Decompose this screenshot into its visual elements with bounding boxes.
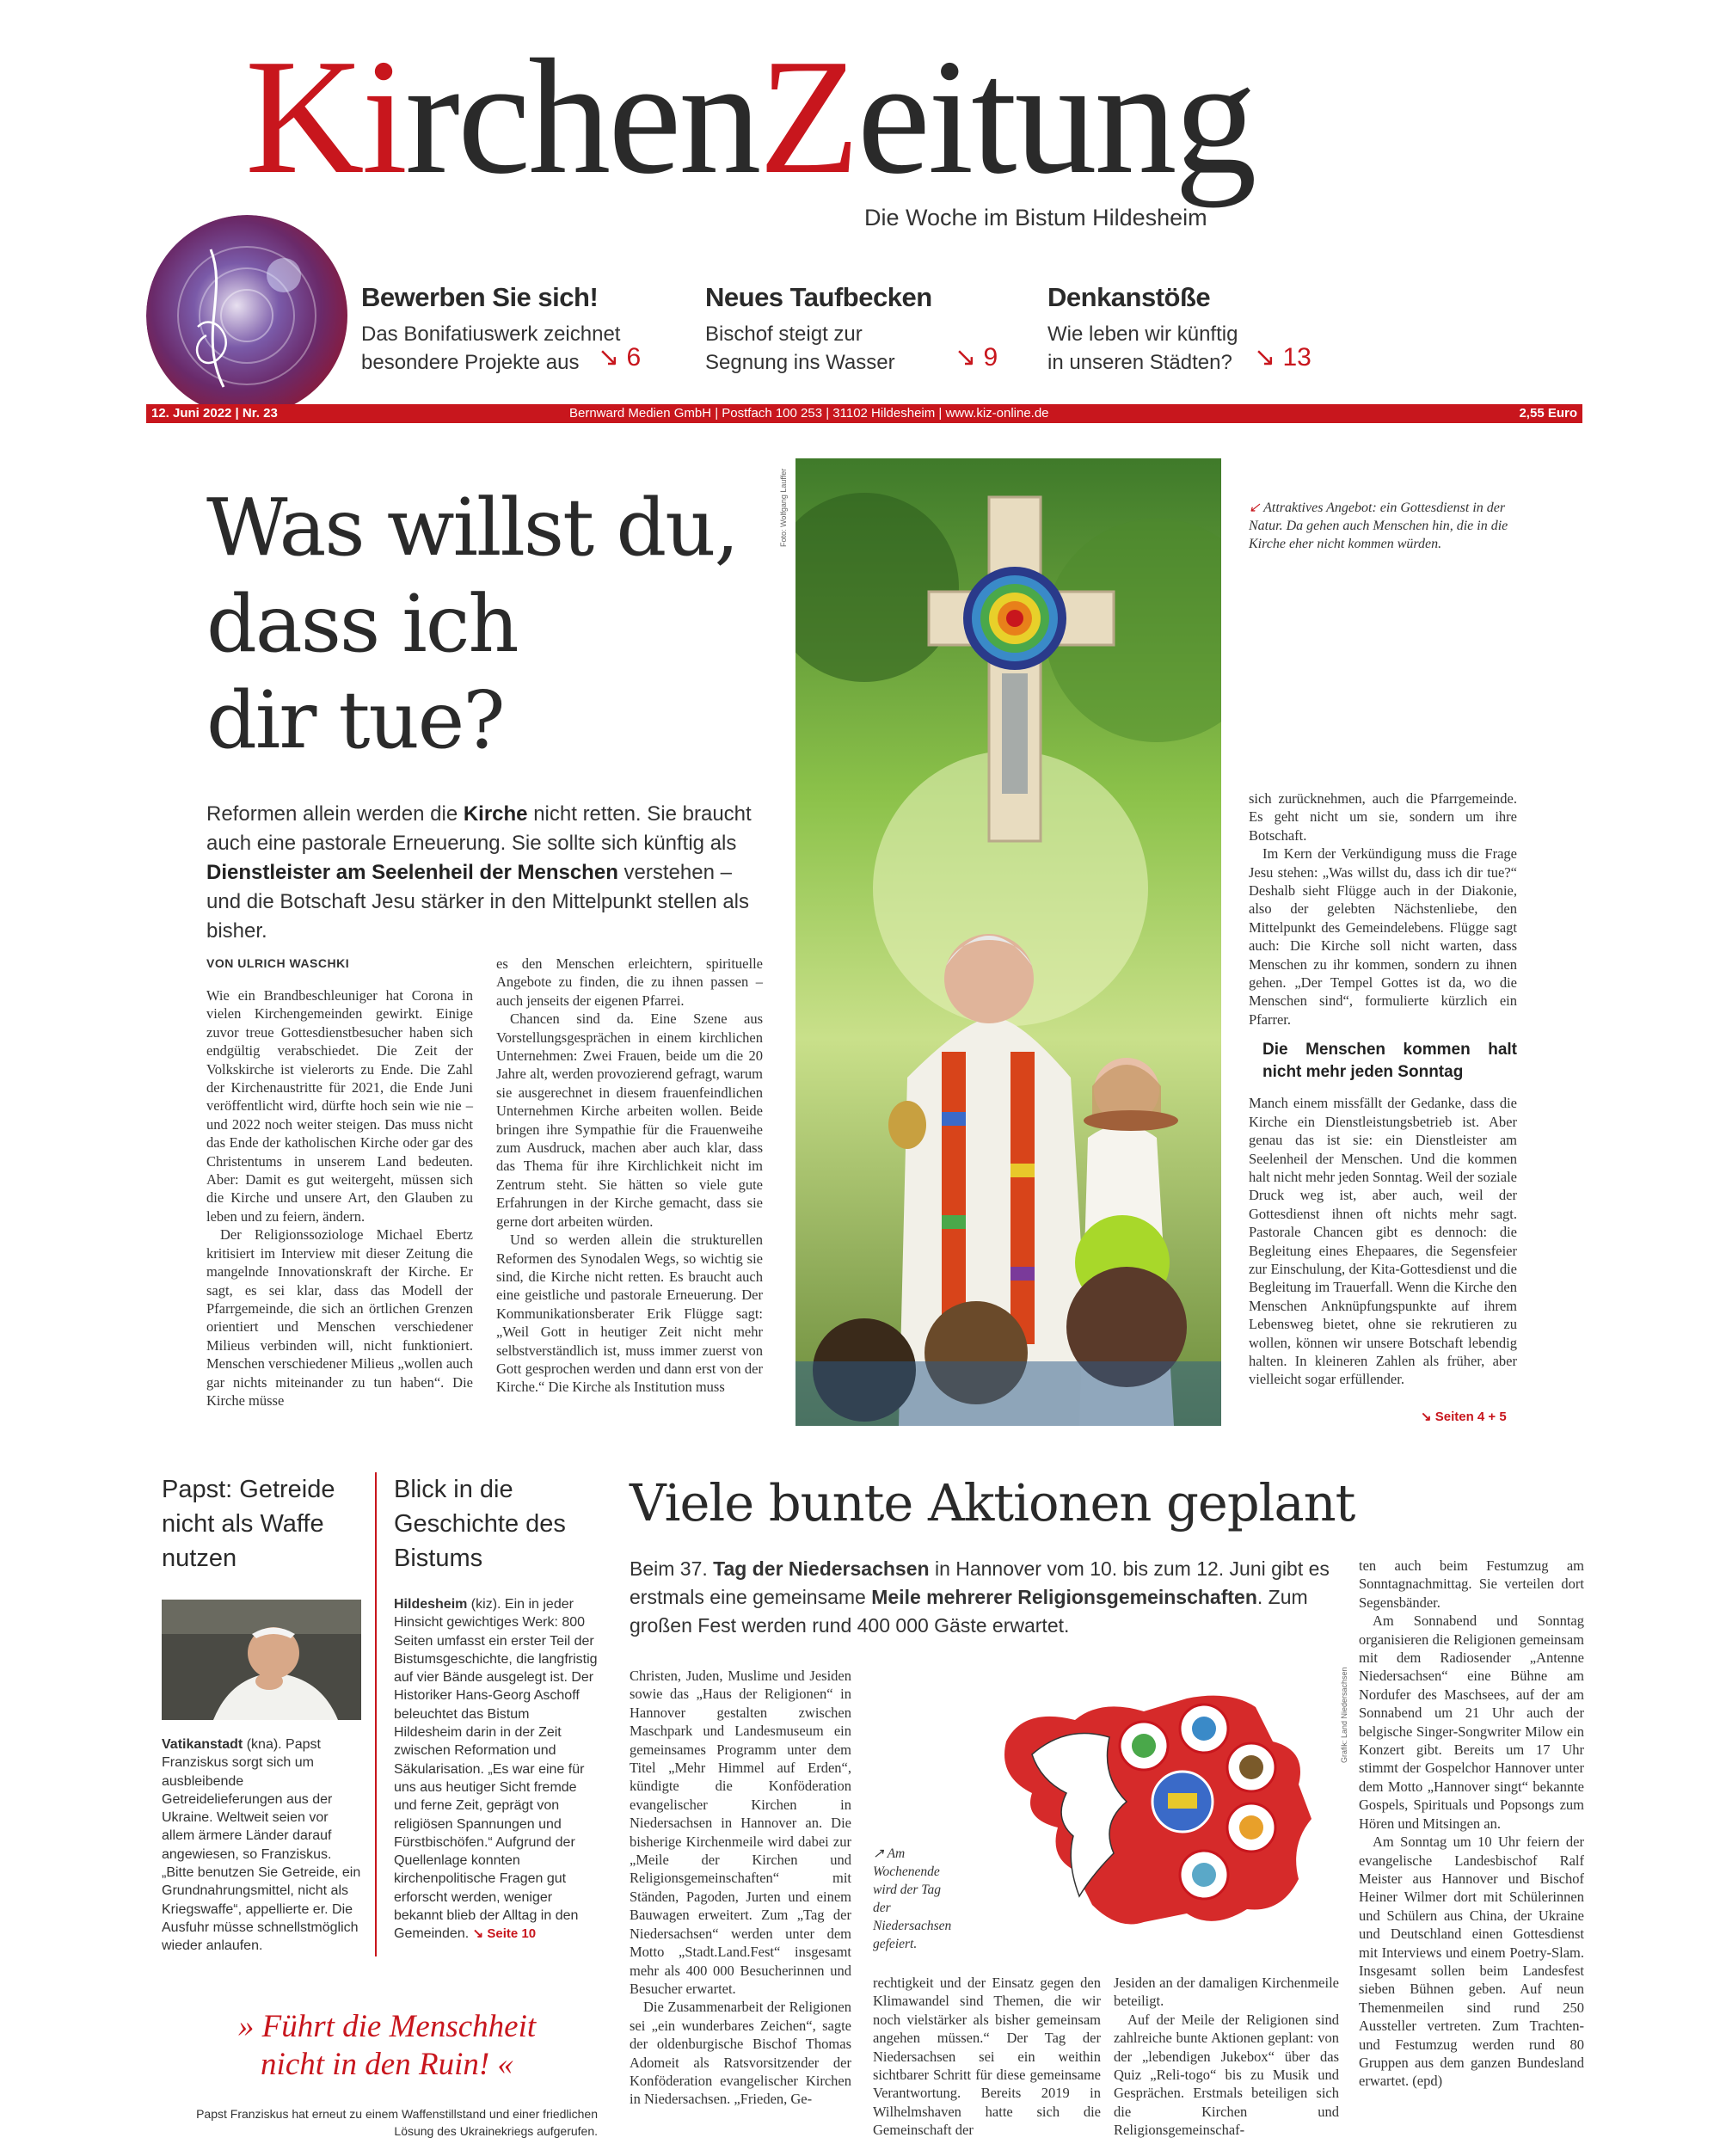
teaser-circle-image: [146, 215, 348, 417]
short-news-2-headline: Blick in die Geschichte des Bistums: [394, 1476, 566, 1572]
masthead-subtitle: Die Woche im Bistum Hildesheim: [864, 205, 1207, 230]
short-news-1-headline: Papst: Getreide nicht als Waffe nutzen: [162, 1476, 335, 1572]
lead-teaser: Reformen allein werden die Kirche nicht retten. Sie braucht auch eine pastorale Erneuerung. Sie sollte sich künftig als Dienstleister am Seelenheil der Menschen verstehen – und die Botschaft Jesu stärker in den Mittelpunkt stellen als bisher.: [206, 802, 752, 943]
teaser-text-1: Wie leben wir künftig: [1047, 322, 1238, 346]
short-news-1-text: Vatikanstadt (kna). Papst Franziskus sorgt sich um ausbleibende Getreidelieferungen aus der Ukraine. Weltweit seien vor allem ärmere Länder darauf angewiesen, so Franziskus. „Bitte benutzen Sie Getreide, ein Grundnahrungsmittel, nicht als Kriegswaffe“, appellierte er. Die Ausfuhr müsse schnellstmöglich wieder anlaufen.: [162, 1737, 361, 1954]
caption-arrow-icon: ↙: [1249, 501, 1261, 515]
pope-photo: [162, 1600, 361, 1720]
story2-column-4: ten auch beim Festumzug am Sonntagnachmittag. Sie verteilen dort Segensbänder. Am Sonnabend und Sonntag organisieren die Religionen gemeinsam mit dem Radiosender „Antenne Niedersachsen“ eine Bühne am Nordufer des Maschsees, auf der am Sonnabend um 21 Uhr auch der belgische Singer-Songwriter Milow ein Konzert gibt. Bereits um 17 Uhr stimmt der Gospelchor Hannover unter dem Motto „Hannover singt“ bekannte Gospels, Spirituals und Popsongs zum Hören und Mitsingen an. Am Sonntag um 10 Uhr feiern der evangelische Landesbischof Ralf Meister aus Hannover und Bischof Heiner Wilmer dort mit Schülerinnen und Schülern aus China, der Ukraine und Deutschland einen Gottesdienst mit Interviews und einem Poetry-Slam. Insgesamt sollen beim Landesfest sieben Bühnen geben. Auf neun Themenmeilen sind rund 250 Aussteller vertreten. Zum Trachten- und Festumzug werden rund 80 Gruppen aus dem ganzen Bundesland erwartet. (epd): [1359, 1557, 1584, 2090]
issue-date: 12. Juni 2022 | Nr. 23: [151, 406, 278, 421]
story2-lead: Beim 37. Tag der Niedersachsen in Hannover vom 10. bis zum 12. Juni gibt es erstmals eine gemeinsame Meile mehrerer Religionsgemeinschaften. Zum großen Fest werden rund 400 000 Gäste erwartet.: [630, 1557, 1330, 1637]
lead-page-ref[interactable]: ↘ Seiten 4 + 5: [1421, 1410, 1507, 1424]
short-news-2-text: Hildesheim (kiz). Ein in jeder Hinsicht gewichtiges Werk: 800 Seiten umfasst ein erster Teil der Bistumsgeschichte, die langfristig auf vier Bände ausgelegt ist. Der Historiker Hans-Georg Aschoff beleuchtet das Bistum Hildesheim darin in der Zeit zwischen Reformation und Säkularisation. „Es war eine für uns aus heutiger Sicht fremde und ferne Zeit, geprägt von religiösen Spannungen und Fürstbischöfen.“ Aufgrund der Quellenlage konnten kirchenpolitische Fragen gut erforscht werden, weniger bekannt blieb der Alltag in den Gemeinden. ↘ Seite 10: [394, 1597, 598, 1942]
lead-column-3: sich zurücknehmen, auch die Pfarrgemeinde. Es geht nicht um sie, sondern um ihre Botschaft. Im Kern der Verkündigung muss die Frage Jesu stehen: „Was willst du, dass ich dir tue?“ Deshalb sieht Flügge auch in der Diakonie, also der gelebten Nächstenliebe, den Mittelpunkt des Gemeindelebens. Flügge sagt auch: Die Kirche soll nicht warten, dass Menschen zu ihr kommen, sondern zu ihnen gehen. „Der Tempel Gottes ist da, wo die Menschen sind“, formulierte kürzlich ein Pfarrer. Die Menschen kommen halt nicht mehr jeden Sonntag Manch einem missfällt der Gedanke, dass die Kirche ein Dienstleistungsbetrieb ist. Aber genau das ist sie: ein Dienstleister am Seelenheil der Menschen. Und die kommen halt nicht mehr jeden Sonntag. Weil der soziale Druck weg ist, aber auch, weil der Gottesdienst ihnen oft nichts mehr sagt. Pastorale Chancen gibt es dennoch: die Begleitung eines Ehepaares, die Segensfeier zur Einschulung, der Kita-Gottesdienst und die Begleitung im Trauerfall. Wenn die Kirche den Menschen Anknüpfungspunkte auf ihrem Lebensweg bietet, ohne sie rekrutieren zu wollen, können wir unsere Botschaft lebendig halten. In kleineren Zahlen als früher, aber vielleicht sogar erfüllender.: [1249, 790, 1517, 1388]
photo-credit: Foto: Wolfgang Lauffer: [779, 468, 788, 547]
byline: VON ULRICH WASCHKI: [206, 956, 350, 970]
teaser-bonifatiuswerk[interactable]: [361, 282, 654, 377]
teaser-page-ref[interactable]: ↘ 13: [1254, 343, 1312, 372]
teaser-text-1: Bischof steigt zur: [705, 322, 863, 346]
teaser-title: Neues Taufbecken: [705, 282, 932, 312]
lead-headline: Was willst du, dass ich dir tue?: [206, 482, 738, 766]
story2-headline: Viele bunte Aktionen geplant: [630, 1473, 1355, 1533]
teaser-text-2: Segnung ins Wasser: [705, 351, 895, 374]
lead-column-2: es den Menschen erleichtern, spirituelle Angebote zu finden, die zu ihnen passen – auch jenseits der eigenen Pfarrei. Chancen sind da. Eine Szene aus Vorstellungsgesprächen in einem kirchlichen Unternehmen: Zwei Frauen, beide um die 20 Jahre alt, werden provozierend gefragt, warum sie ausgerechnet in diesem frauenfeindlichen Unternehmen Kirche arbeiten wollen. Beide bringen ihre Sympathie für die Frauenweihe zum Ausdruck, machen aber auch klar, dass das Thema für ihre Kirchlichkeit nicht im Zentrum steht. Sie hätten so viele gute Erfahrungen in der Kirche gemacht, dass sie gerne dort arbeiten würden. Und so werden allein die strukturellen Reformen des Synodalen Wegs, so wichtig sie sind, die Kirche nicht retten. Es braucht auch eine geistliche und pastorale Erneuerung. Der Kommunikationsberater Erik Flügge sagt: „Weil Gott in heutiger Zeit nicht mehr selbstverständlich ist, muss immer zuerst von Gott gesprochen werden und dann erst von der Kirche.“ Die Kirche als Institution muss: [496, 955, 763, 1396]
teaser-text-2: in unseren Städten?: [1047, 351, 1232, 374]
info-bar: [146, 404, 1582, 423]
publisher-info: Bernward Medien GmbH | Postfach 100 253 | 31102 Hildesheim | www.kiz-online.de: [569, 406, 1049, 421]
story2-column-3: Jesiden an der damaligen Kirchenmeile beteiligt. Auf der Meile der Religionen sind zahlreiche bunte Aktionen geplant: von der „lebendigen Jukebox“ über das Quiz „Reli-togo“ bis zu Musik und Gesprächen. Erstmals beteiligen sich die Kirchen und Religionsgemeinschaf-: [1114, 1975, 1339, 2139]
niedersachsen-map: [972, 1673, 1333, 1939]
quote-source: Papst Franziskus hat erneut zu einem Waffenstillstand und einer friedlichen Lösung des Ukrainekriegs aufgerufen.: [196, 2107, 598, 2138]
pope-quote: » Führt die Menschheit nicht in den Ruin! «: [237, 2009, 537, 2082]
map-caption: ↗ Am Wochenende wird der Tag der Niedersachsen gefeiert.: [873, 1846, 952, 1951]
teaser-title: Denkanstöße: [1047, 282, 1211, 312]
lead-subheading: Die Menschen kommen halt nicht mehr jeden Sonntag: [1262, 1041, 1517, 1082]
story2-column-2: rechtigkeit und der Einsatz gegen den Klimawandel sind Themen, die wir noch vielstärker als bisher gemeinsam angehen müssen.“ Der Tag der Niedersachsen sei ein weithin sichtbarer Schritt für diese gemeinsame Verantwortung. Bereits 2019 in Wilhelmshaven hatte sich die Gemeinschaft der: [873, 1975, 1101, 2139]
map-credit: Grafik: Land Niedersachsen: [1340, 1667, 1348, 1763]
teaser-text-1: Das Bonifatiuswerk zeichnet: [361, 322, 621, 346]
lead-photo-outdoor-mass: [796, 458, 1221, 1426]
teaser-denkanstoesse[interactable]: [1047, 282, 1340, 377]
price: 2,55 Euro: [1519, 406, 1577, 421]
column-divider: [375, 1472, 377, 1956]
teaser-taufbecken[interactable]: [705, 282, 998, 377]
lead-column-1: Wie ein Brandbeschleuniger hat Corona in vielen Kirchengemeinden gewirkt. Einige zuvor treue Gottesdienstbesucher haben sich endgültig verabschiedet. Die Zeit der Volkskirche ist vielerorts zu Ende. Die Zahl der Kirchenaustritte für 2021, die Ende Juni veröffentlicht wird, dürfte hoch sein wie nie – und 2022 noch weiter steigen. Das muss nicht das Ende der katholischen Kirche oder gar des Christentums in unserem Land bedeuten. Aber: Damit es gut weitergeht, müssen sich die Kirche und unsere Art, den Glauben zu leben und zu feiern, ändern. Der Religionssoziologe Michael Ebertz kritisiert im Interview mit dieser Zeitung die mangelnde Innovationskraft der Kirche. Er sagt, es sei klar, dass das Modell der Pfarrgemeinde, die sich an örtlichen Grenzen orientiert und Menschen verschiedener Milieus verbinden will, nicht funktioniert. Menschen verschiedener Milieus „wollen auch gar nichts miteinander zu tun haben“. Die Kirche müsse: [206, 987, 473, 1409]
teaser-text-2: besondere Projekte aus: [361, 351, 580, 374]
teaser-title: Bewerben Sie sich!: [361, 282, 599, 312]
photo-caption: ↙ Attraktives Angebot: ein Gottesdienst in der Natur. Da gehen auch Menschen hin, die in die Kirche eher nicht kommen würden.: [1249, 501, 1508, 551]
teaser-page-ref[interactable]: ↘ 6: [598, 343, 642, 372]
teaser-page-ref[interactable]: ↘ 9: [955, 343, 998, 372]
story2-column-1: Christen, Juden, Muslime und Jesiden sowie das „Haus der Religionen“ in Hannover gestalten zwischen Maschpark und Landesmuseum ein gemeinsames Programm unter dem Titel „Mehr Himmel auf Erden“, kündigte die Konföderation evangelischer Kirchen in Niedersachsen in Hannover an. Die bisherige Kirchenmeile wird dabei zur „Meile der Kirchen und Religionsgemeinschaften“ mit Ständen, Pagoden, Jurten und einem Bauwagen erweitert. Zum „Tag der Niedersachsen“ werden unter dem Motto „Stadt.Land.Fest“ insgesamt mehr als 400 000 Besucherinnen und Besucher erwartet. Die Zusammenarbeit der Religionen sei „ein wunderbares Zeichen“, sagte der oldenburgische Bischof Thomas Adomeit als Ratsvorsitzender der Konföderation evangelischer Kirchen in Niedersachsen. „Frieden, Ge-: [630, 1668, 851, 2108]
masthead-title: KirchenZeitung: [245, 25, 1255, 208]
short-news-2-page-ref[interactable]: ↘ Seite 10: [472, 1926, 537, 1942]
